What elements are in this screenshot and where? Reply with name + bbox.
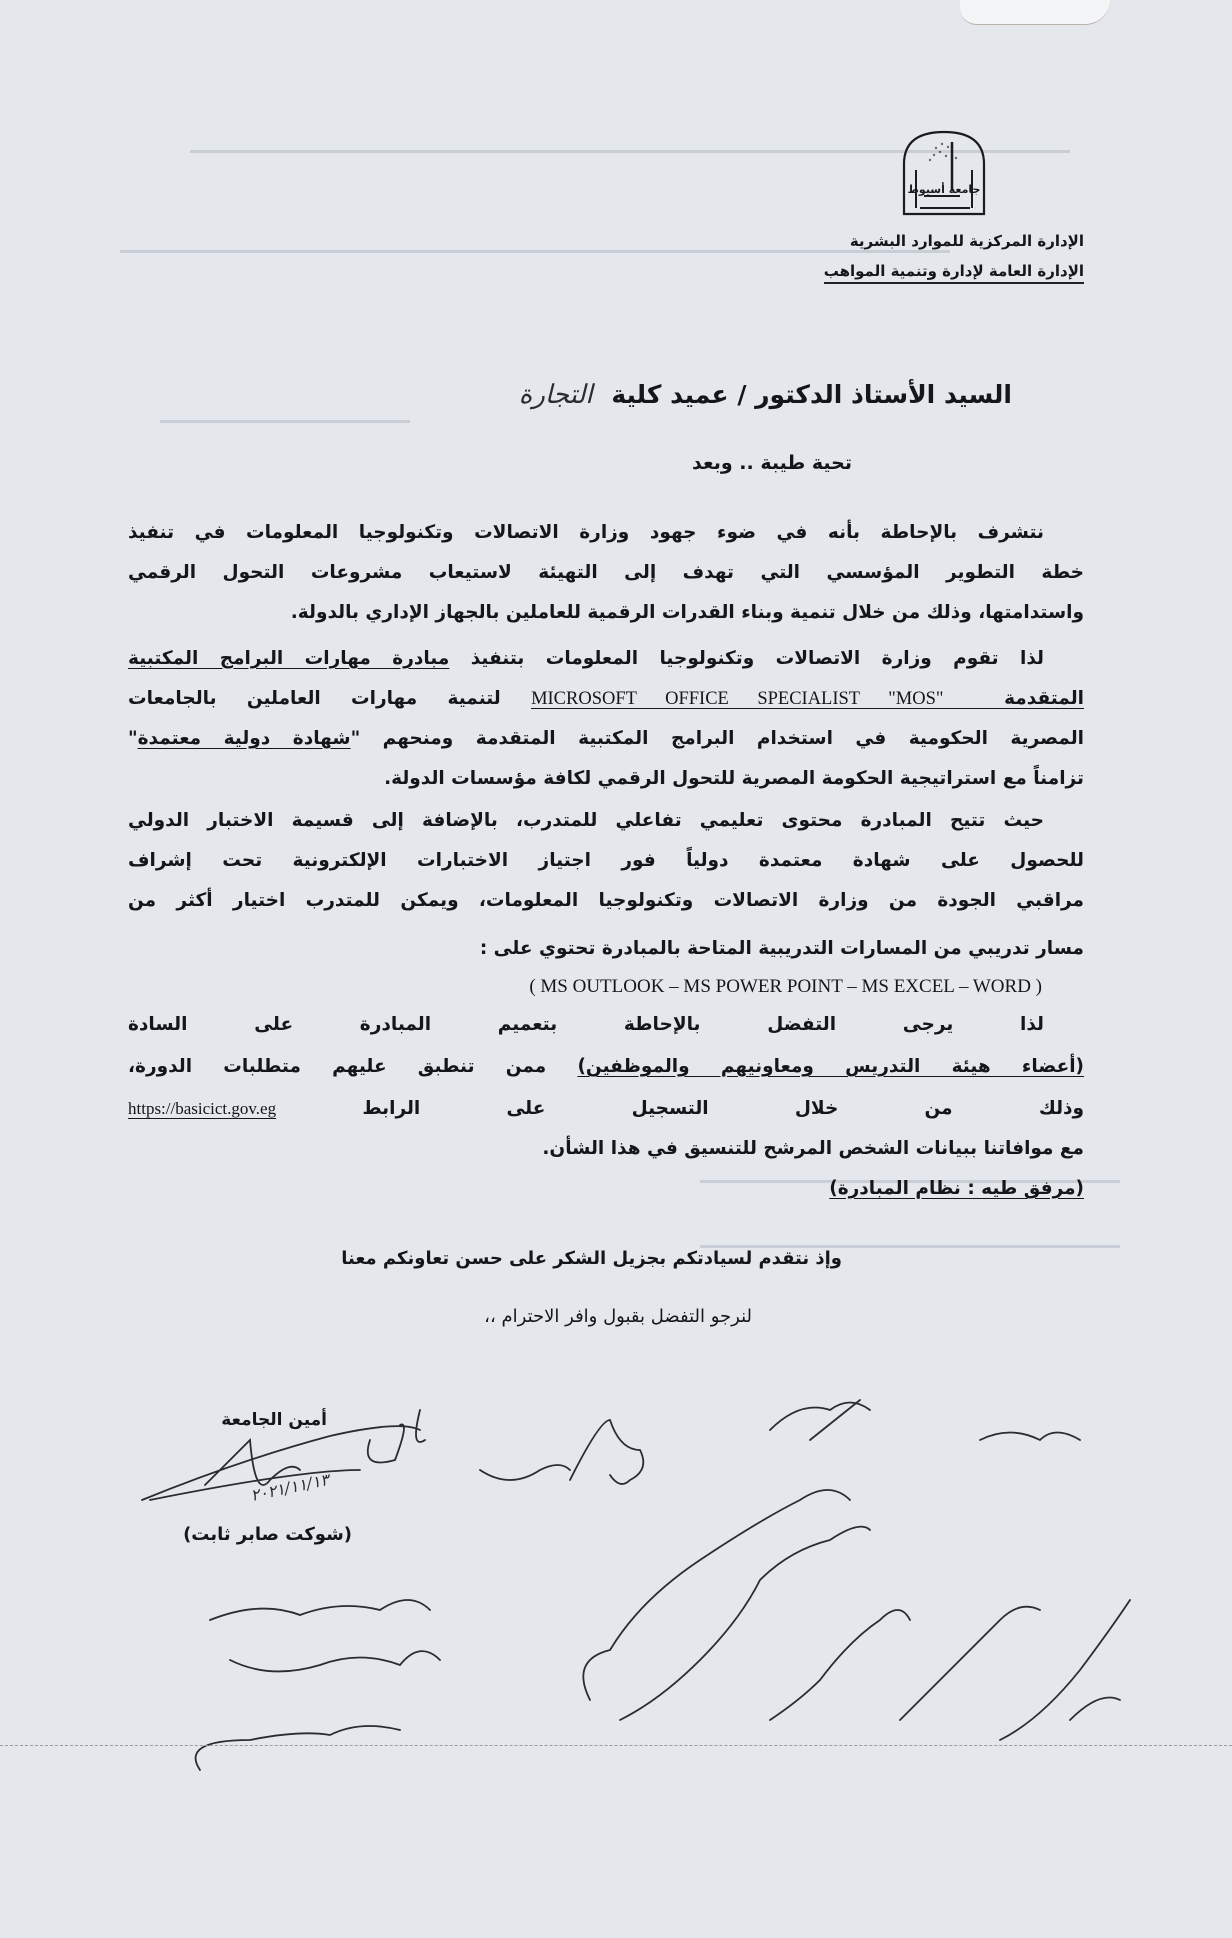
- body-line: تزامناً مع استراتيجية الحكومة المصرية للتحول الرقمي لكافة مؤسسات الدولة.: [384, 768, 1084, 789]
- body-line: مراقبي الجودة من وزارة الاتصالات وتكنولوجيا المعلومات، ويمكن للمتدرب اختيار أكثر من: [128, 890, 1084, 911]
- signatory-title: أمين الجامعة: [221, 1410, 327, 1430]
- body-line: خطة التطوير المؤسسي التي تهدف إلى التهيئة لاستيعاب مشروعات التحول الرقمي: [128, 562, 1084, 583]
- body-line: للحصول على شهادة معتمدة دولياً فور اجتياز الاختبارات الإلكترونية تحت إشراف: [128, 850, 1084, 871]
- handwriting-left-1: [210, 1600, 430, 1620]
- page-fold-line: [0, 1745, 1232, 1746]
- header-org-line2: الإدارة العامة لإدارة وتنمية المواهب: [824, 262, 1084, 284]
- signature-date: ٢٠٢١/١١/١٣: [248, 1469, 331, 1506]
- initiative-name: مبادرة مهارات البرامج المكتبية: [128, 648, 450, 669]
- handwriting-left-3: [196, 1726, 400, 1770]
- mos-name: MICROSOFT OFFICE SPECIALIST "MOS": [531, 689, 944, 709]
- body-line: حيث تتيح المبادرة محتوى تعليمي تفاعلي للمتدرب، بالإضافة إلى قسيمة الاختبار الدولي: [128, 810, 1044, 831]
- body-text: وذلك من خلال التسجيل على الرابط: [362, 1098, 1085, 1119]
- signature-initials-1: [368, 1410, 425, 1463]
- annotation-3: [770, 1610, 910, 1720]
- target-audience: (أعضاء هيئة التدريس ومعاونيهم والموظفين): [577, 1056, 1085, 1077]
- closing-regards: لنرجو التفضل بقبول وافر الاحترام ،،: [484, 1306, 752, 1327]
- body-line: مسار تدريبي من المسارات التدريبية المتاحة بالمبادرة تحتوي على :: [479, 938, 1084, 959]
- quote-mark: ": [128, 728, 138, 749]
- logo-text: جامعة أسيوط: [907, 183, 981, 196]
- closing-thanks: وإذ نتقدم لسيادتكم بجزيل الشكر على حسن تعاونكم معنا: [341, 1248, 842, 1269]
- addressee-printed: السيد الأستاذ الدكتور / عميد كلية: [611, 380, 1012, 409]
- body-text: لتنمية مهارات العاملين بالجامعات: [128, 688, 501, 709]
- initiative-name-ar: المتقدمة: [1004, 688, 1084, 709]
- body-line: نتشرف بالإحاطة بأنه في ضوء جهود وزارة الاتصالات وتكنولوجيا المعلومات في تنفيذ: [128, 522, 1044, 543]
- handwriting-left-2: [230, 1651, 440, 1671]
- body-text: المصرية الحكومية في استخدام البرامج المكتبية المتقدمة ومنحهم ": [350, 728, 1084, 749]
- training-tracks: ( MS OUTLOOK – MS POWER POINT – MS EXCEL – WORD ): [529, 976, 1042, 997]
- annotation-1: [583, 1490, 850, 1700]
- body-line: واستدامتها، وذلك من خلال تنمية وبناء القدرات الرقمية للعاملين بالجهاز الإداري بالدولة.: [290, 602, 1084, 623]
- body-line: لذا يرجى التفضل بالإحاطة بتعميم المبادرة على السادة: [128, 1014, 1044, 1035]
- signature-4: [770, 1400, 870, 1440]
- annotation-4: [900, 1607, 1040, 1720]
- annotation-5: [1000, 1600, 1130, 1740]
- header-org-line1: الإدارة المركزية للموارد البشرية: [849, 232, 1084, 250]
- signatory-name: (شوكت صابر ثابت): [183, 1524, 352, 1545]
- greeting: تحية طيبة .. وبعد: [692, 452, 852, 474]
- body-line: مع موافاتنا ببيانات الشخص المرشح للتنسيق في هذا الشأن.: [542, 1138, 1084, 1159]
- attachment-note: (مرفق طيه : نظام المبادرة): [829, 1178, 1084, 1199]
- addressee-handwritten: التجارة: [518, 380, 593, 410]
- registration-link[interactable]: https://basicict.gov.eg: [128, 1099, 277, 1118]
- signature-5: [980, 1433, 1080, 1441]
- body-text: ممن تنطبق عليهم متطلبات الدورة،: [128, 1056, 547, 1077]
- certificate-text: شهادة دولية معتمدة: [137, 728, 351, 749]
- signature-initials-2: [480, 1465, 570, 1480]
- signature-initials-3: [570, 1420, 643, 1484]
- body-text: لذا تقوم وزارة الاتصالات وتكنولوجيا المعلومات بتنفيذ: [470, 648, 1044, 669]
- annotation-2: [620, 1527, 870, 1720]
